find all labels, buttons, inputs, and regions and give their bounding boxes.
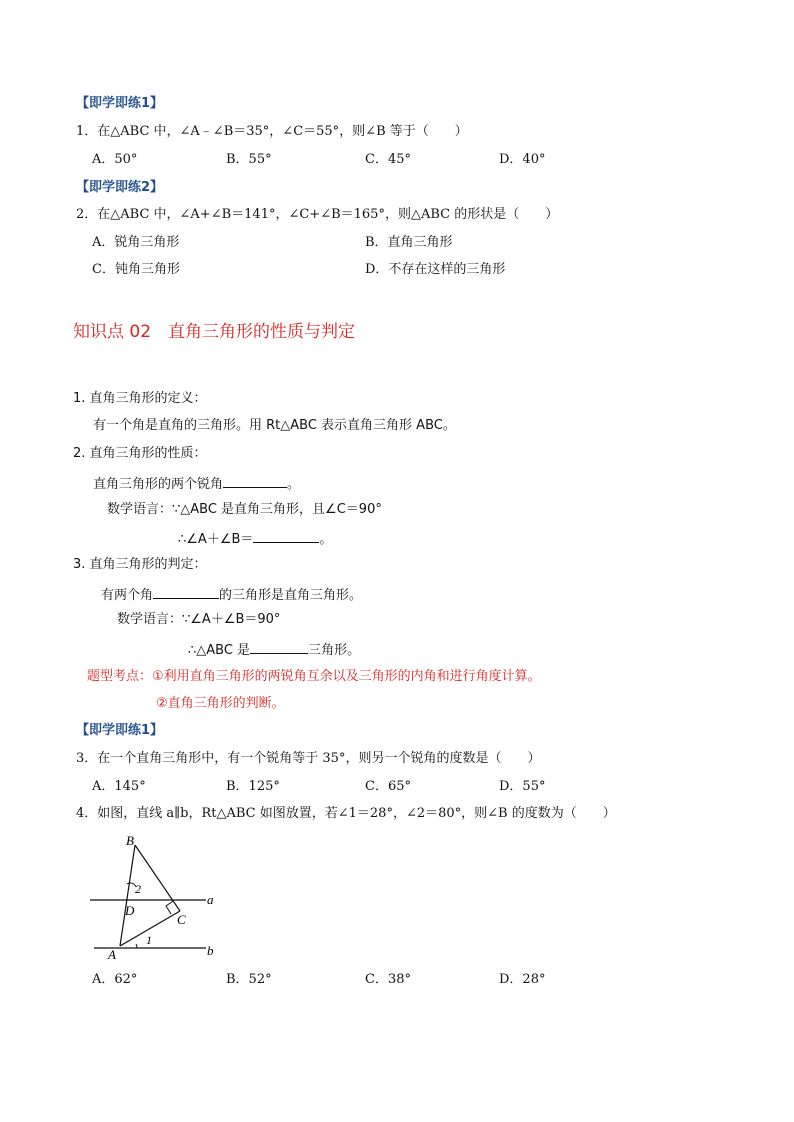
judgement-line-1-text: 有两个角 (101, 588, 154, 603)
q2-option-b: B．直角三角形 (365, 235, 453, 250)
answer-blank[interactable] (153, 586, 219, 599)
judgement-line-3 (188, 641, 360, 657)
answer-blank[interactable] (223, 475, 287, 488)
question-4: 4．如图，直线 a∥b，Rt△ABC 如图放置，若∠1＝28°，∠2＝80°，则∠B 的度数为（ ） (76, 806, 616, 821)
label-angle-1: 1 (146, 933, 152, 947)
q1-option-b: B．55° (226, 152, 272, 167)
q4-option-c: C．38° (365, 972, 411, 987)
practice-tag-3: 【即学即练1】 (76, 723, 164, 738)
q4-option-a: A．62° (92, 972, 138, 987)
q3-option-a: A．145° (92, 779, 146, 794)
judgement-line-3-text: ∴△ABC 是 (188, 643, 251, 658)
label-a-vertex: A (108, 947, 116, 962)
question-2: 2．在△ABC 中，∠A+∠B＝141°，∠C+∠B＝165°，则△ABC 的形状是（ ） (76, 207, 559, 222)
definition-body: 有一个角是直角的三角形。用 Rt△ABC 表示直角三角形 ABC。 (93, 418, 456, 433)
q1-option-d: D．40° (499, 152, 546, 167)
property-line-3 (178, 530, 332, 546)
judgement-heading: 3. 直角三角形的判定： (73, 557, 207, 572)
judgement-line-1-end: 的三角形是直角三角形。 (219, 588, 363, 603)
answer-blank[interactable] (253, 530, 319, 543)
geometry-figure (80, 826, 230, 964)
q1-option-c: C．45° (365, 152, 411, 167)
q3-option-d: D．55° (499, 779, 546, 794)
label-b: B (126, 833, 134, 848)
side-ab (120, 845, 135, 946)
property-line-2: 数学语言：∵△ABC 是直角三角形，且∠C＝90° (107, 502, 382, 517)
question-3: 3．在一个直角三角形中，有一个锐角等于 35°，则另一个锐角的度数是（ ） (76, 751, 541, 766)
q4-option-b: B．52° (226, 972, 272, 987)
property-heading: 2. 直角三角形的性质： (73, 446, 207, 461)
q1-option-a: A．50° (92, 152, 138, 167)
property-line-3-text: ∴∠A＋∠B＝ (178, 532, 254, 547)
property-line-1 (93, 475, 300, 491)
label-c: C (177, 912, 186, 927)
property-line-1-end: 。 (287, 477, 301, 492)
practice-tag-1: 【即学即练1】 (76, 96, 164, 111)
q3-option-c: C．65° (365, 779, 411, 794)
side-bc (135, 845, 180, 911)
q4-option-d: D．28° (499, 972, 546, 987)
right-angle-mark (166, 901, 173, 914)
section-title: 知识点 02 直角三角形的性质与判定 (73, 322, 356, 342)
label-a-line: a (207, 892, 214, 907)
q2-option-a: A．锐角三角形 (92, 235, 180, 250)
exam-points-line-2: ②直角三角形的判断。 (156, 696, 285, 711)
definition-heading: 1. 直角三角形的定义： (73, 391, 207, 406)
label-angle-2: 2 (135, 882, 141, 896)
label-d: D (125, 903, 135, 918)
property-line-1-text: 直角三角形的两个锐角 (93, 477, 224, 492)
property-line-3-end: 。 (319, 532, 333, 547)
label-b-line: b (207, 943, 214, 958)
q2-option-c: C．钝角三角形 (92, 262, 180, 277)
judgement-line-2: 数学语言：∵∠A＋∠B＝90° (117, 612, 281, 627)
q3-option-b: B．125° (226, 779, 280, 794)
question-1: 1．在△ABC 中，∠A﹣∠B＝35°，∠C＝55°，则∠B 等于（ ） (76, 124, 468, 139)
q2-option-d: D．不存在这样的三角形 (365, 262, 506, 277)
practice-tag-2: 【即学即练2】 (76, 180, 164, 195)
exam-points-line-1: 题型考点：①利用直角三角形的两锐角互余以及三角形的内角和进行角度计算。 (87, 669, 541, 684)
judgement-line-1 (101, 586, 362, 602)
answer-blank[interactable] (250, 641, 308, 654)
judgement-line-3-end: 三角形。 (308, 643, 361, 658)
